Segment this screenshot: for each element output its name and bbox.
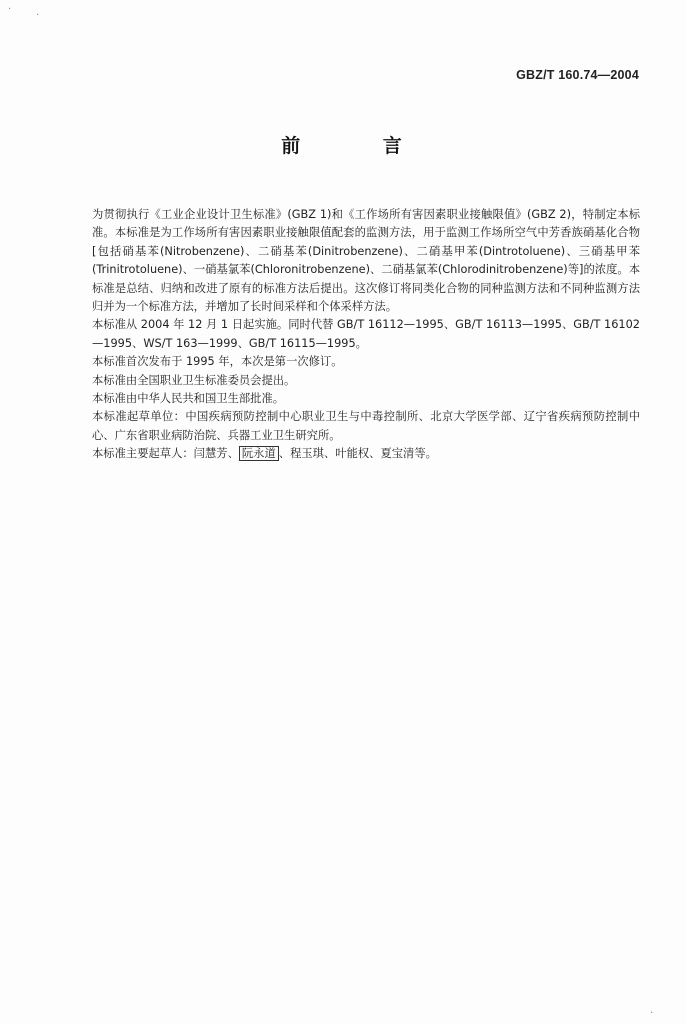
boxed-drafter-name: 阮永道 — [239, 446, 279, 461]
foreword-body — [92, 206, 640, 464]
scan-mark: · — [8, 4, 12, 15]
paragraph-proposed-by: 本标准由全国职业卫生标准委员会提出。 — [92, 373, 296, 387]
paragraph-approved-by: 本标准由中华人民共和国卫生部批准。 — [92, 392, 285, 406]
scan-mark: · — [36, 10, 40, 21]
standard-code: GBZ/T 160.74—2004 — [516, 68, 639, 82]
paragraph-first-release: 本标准首次发布于 1995 年，本次是第一次修订。 — [92, 355, 343, 369]
drafters-suffix: 、程玉琪、叶能权、夏宝清等。 — [278, 447, 437, 461]
paragraph-drafters — [92, 445, 640, 463]
paragraph-drafting-units: 本标准起草单位：中国疾病预防控制中心职业卫生与中毒控制所、北京大学医学部、辽宁省疾病预防控制中心、广东省职业病防治院、兵器工业卫生研究所。 — [92, 410, 640, 442]
paragraph-purpose: 为贯彻执行《工业企业设计卫生标准》(GBZ 1)和《工作场所有害因素职业接触限值》(GBZ 2)，特制定本标准。本标准是为工作场所有害因素职业接触限值配套的监测方法，用于监测工作场所空气中芳香族硝基化合物[包括硝基苯(Nitrobenzene)、二硝基苯(Dinitrobenzene)、二硝基甲苯(Dintrotoluene)、三硝基甲苯(Trinitrotoluene)、一硝基氯苯(Chloronitrobenzene)、二硝基氯苯(Chlorodinitrobenzene)等]的浓度。本标准是总结、归纳和改进了原有的标准方法后提出。这次修订将同类化合物的同种监测方法和不同种监测方法归并为一个标准方法，并增加了长时间采样和个体采样方法。 — [92, 208, 640, 314]
scan-mark: · — [650, 1008, 654, 1019]
paragraph-effective-date: 本标准从 2004 年 12 月 1 日起实施。同时代替 GB/T 16112—1995、GB/T 16113—1995、GB/T 16102—1995、WS/T 163—1999、GB/T 16115—1995。 — [92, 318, 640, 350]
drafters-prefix: 本标准主要起草人：闫慧芳、 — [92, 447, 239, 461]
page-title: 前 言 — [281, 135, 440, 157]
